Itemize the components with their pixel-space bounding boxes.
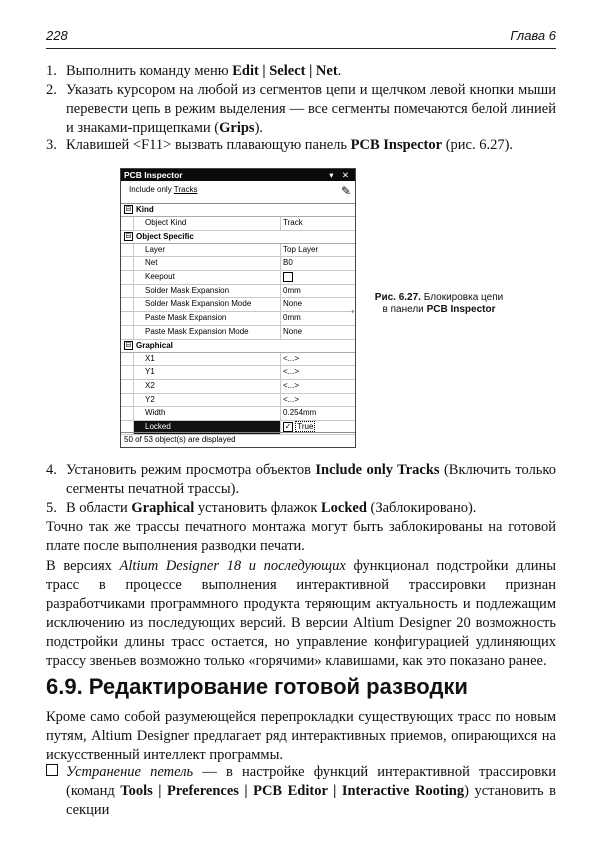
paragraph: В версиях Altium Designer 18 и последующих функционал подстройки длины трасс в процессе выполнения интерактивной трассировки признан разработчиками программного продукта теряющим актуальность и подлежащим исключению из последующих версий. В версии Altium Designer 20 возможность подстройки длины трасс остается, но управление конфигурацией удлиняющих трассу звеньев возможно только «горячими» клавишами, как это показано ранее. <box>46 558 557 669</box>
property-row[interactable]: Solder Mask Expansion Mode None <box>121 298 355 312</box>
page-header <box>46 28 556 49</box>
list-item: 4. Установить режим просмотра объектов Include only Tracks (Включить только сегменты печатной трассы). <box>46 462 556 497</box>
property-row[interactable]: X1 <...> <box>121 353 355 367</box>
property-row[interactable]: Paste Mask Expansion 0mm <box>121 312 355 326</box>
property-row[interactable]: Y2 <...> <box>121 394 355 408</box>
property-row[interactable]: Net B0 <box>121 257 355 271</box>
panel-title: PCB Inspector <box>124 170 183 180</box>
paragraph: Кроме само собой разумеющейся перепрокладки существующих трасс по новым путям, Altium Designer предлагает ряд интерактивных приемов, опирающихся на искусственный интеллект программы. <box>46 709 556 763</box>
list-item: 1. Выполнить команду меню Edit | Select | Net. <box>46 63 342 79</box>
property-row[interactable]: Y1 <...> <box>121 366 355 380</box>
property-row[interactable]: Solder Mask Expansion 0mm <box>121 285 355 299</box>
group-kind[interactable]: ⊟ Kind <box>121 204 355 217</box>
pcb-inspector-panel <box>120 168 356 448</box>
panel-controls[interactable]: ▾ ✕ <box>329 170 352 180</box>
panel-status: 50 of 53 object(s) are displayed <box>121 432 355 447</box>
property-row[interactable]: X2 <...> <box>121 380 355 394</box>
locked-checkbox[interactable]: ✓ <box>284 421 292 431</box>
pointer-arrow-icon: ‹ <box>351 306 355 317</box>
panel-title-bar <box>121 169 355 181</box>
list-item: 2. Указать курсором на любой из сегментов цепи и щелчком левой кнопки мыши перевести цепь в режим выделения — все сегменты помечаются белой линией и знаками-прищепками (Grips). <box>46 82 556 136</box>
property-row[interactable]: Keepout <box>121 271 355 285</box>
property-row[interactable]: Width 0.254mm <box>121 407 355 421</box>
property-row[interactable]: Layer Top Layer <box>121 244 355 258</box>
list-item: 5. В области Graphical установить флажок Locked (Заблокировано). <box>46 500 477 516</box>
property-row[interactable]: Object Kind Track <box>121 217 355 231</box>
checkbox-bullet-icon <box>46 764 58 776</box>
bullet-item: Устранение петель — в настройке функций интерактивной трассировки (команд Tools | Preferences | PCB Editor | Interactive Rooting) установить в секции <box>66 764 556 818</box>
property-row[interactable]: Paste Mask Expansion Mode None <box>121 326 355 340</box>
collapse-icon[interactable]: ⊟ <box>125 233 132 241</box>
property-row-locked[interactable]: Locked ✓ True <box>121 421 355 435</box>
chapter-title: Глава 6 <box>510 28 556 43</box>
group-graphical[interactable]: ⊟ Graphical <box>121 340 355 353</box>
magic-wand-icon[interactable]: ✎ <box>340 184 351 198</box>
figure-caption: Рис. 6.27. Блокировка цепи в панели PCB Inspector <box>374 292 504 315</box>
filter-label[interactable]: Include only Tracks <box>129 185 198 194</box>
collapse-icon[interactable]: ⊟ <box>125 341 132 349</box>
page-number: 228 <box>46 28 68 43</box>
panel-toolbar <box>121 181 355 204</box>
keepout-checkbox[interactable] <box>283 272 293 282</box>
paragraph: Точно так же трассы печатного монтажа могут быть заблокированы на готовой плате после выполнения разводки печати. <box>46 519 556 554</box>
section-heading: 6.9. Редактирование готовой разводки <box>46 674 468 699</box>
group-object-specific[interactable]: ⊟ Object Specific <box>121 231 355 244</box>
collapse-icon[interactable]: ⊟ <box>125 206 132 214</box>
list-item: 3. Клавишей <F11> вызвать плавающую панель PCB Inspector (рис. 6.27). <box>46 137 514 153</box>
